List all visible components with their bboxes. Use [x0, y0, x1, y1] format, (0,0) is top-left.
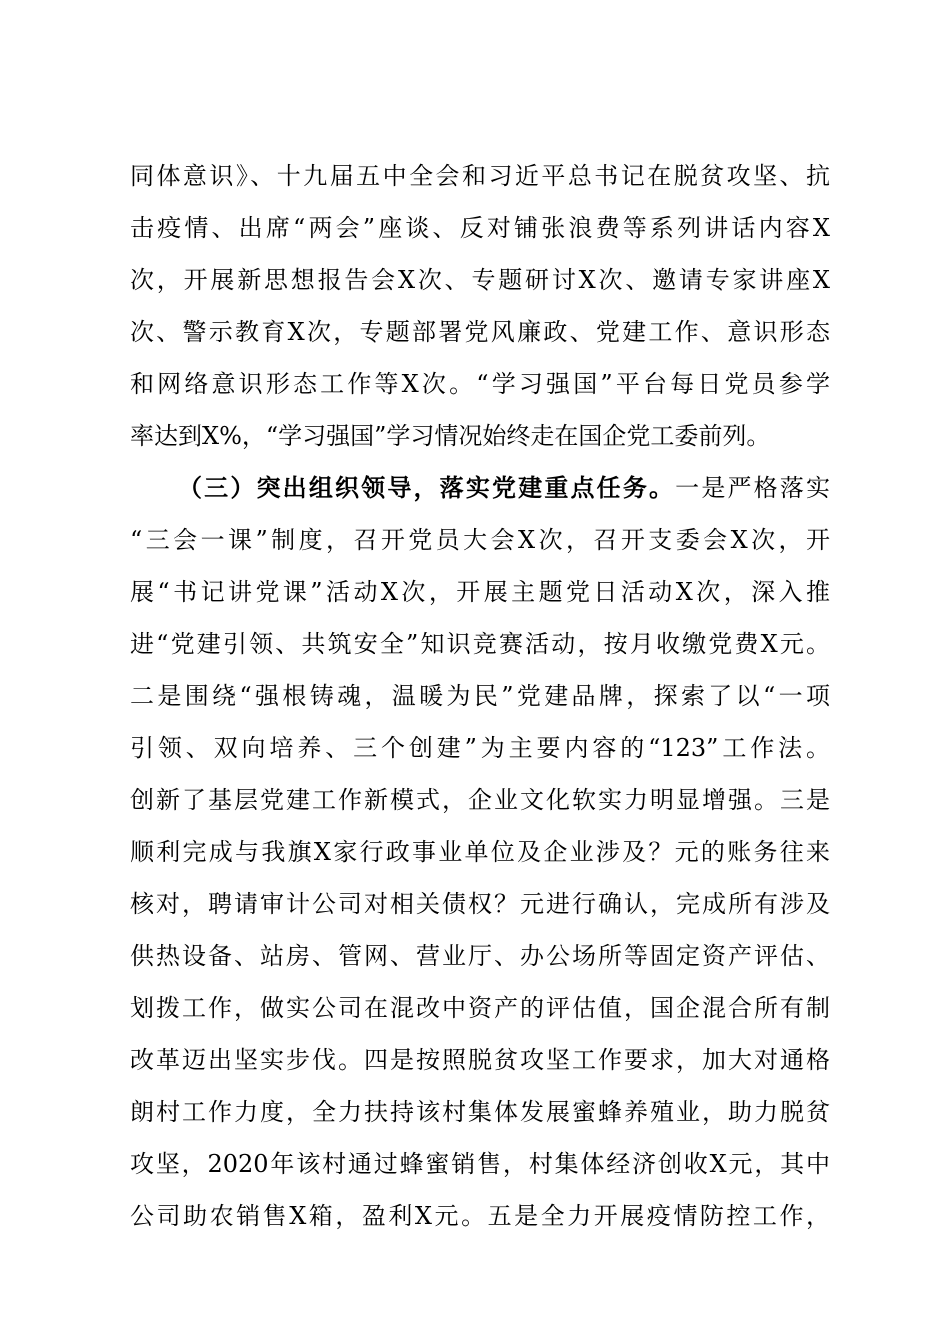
text-line: 供热设备、站房、管网、营业厅、办公场所等固定资产评估、 — [130, 942, 830, 970]
text-line: 引领、双向培养、三个创建”为主要内容的“123”工作法。 — [130, 734, 830, 762]
text-run: 一是严格落实 — [675, 474, 830, 502]
section-heading-line — [178, 462, 830, 514]
text-line: 次，开展新思想报告会X次、专题研讨X次、邀请专家讲座X — [130, 266, 830, 294]
text-line: 公司助农销售X箱，盈利X元。五是全力开展疫情防控工作， — [130, 1202, 830, 1230]
text-line: 二是围绕“强根铸魂，温暖为民”党建品牌，探索了以“一项 — [130, 682, 830, 710]
text-line: 顺利完成与我旗X家行政事业单位及企业涉及？元的账务往来 — [130, 838, 830, 866]
text-line: 同体意识》、十九届五中全会和习近平总书记在脱贫攻坚、抗 — [130, 162, 830, 190]
text-line: 进“党建引领、共筑安全”知识竞赛活动，按月收缴党费X元。 — [130, 630, 830, 658]
text-line: 率达到X%，“学习强国”学习情况始终走在国企党工委前列。 — [130, 422, 771, 450]
text-line: 朗村工作力度，全力扶持该村集体发展蜜蜂养殖业，助力脱贫 — [130, 1098, 830, 1126]
text-line: 划拨工作，做实公司在混改中资产的评估值，国企混合所有制 — [130, 994, 830, 1022]
text-line: 次、警示教育X次，专题部署党风廉政、党建工作、意识形态 — [130, 318, 830, 346]
text-line: 攻坚，2020年该村通过蜂蜜销售，村集体经济创收X元，其中 — [130, 1150, 830, 1178]
text-line: 创新了基层党建工作新模式，企业文化软实力明显增强。三是 — [130, 786, 830, 814]
text-line: “三会一课”制度，召开党员大会X次，召开支委会X次，开 — [130, 526, 830, 554]
text-line: 改革迈出坚实步伐。四是按照脱贫攻坚工作要求，加大对通格 — [130, 1046, 830, 1074]
section-heading: （三）突出组织领导，落实党建重点任务。 — [178, 473, 676, 502]
text-line: 击疫情、出席“两会”座谈、反对铺张浪费等系列讲话内容X — [130, 214, 830, 242]
text-line: 展“书记讲党课”活动X次，开展主题党日活动X次，深入推 — [130, 578, 830, 606]
text-line: 和网络意识形态工作等X次。“学习强国”平台每日党员参学 — [130, 370, 830, 398]
text-line: 核对，聘请审计公司对相关债权？元进行确认，完成所有涉及 — [130, 890, 830, 918]
